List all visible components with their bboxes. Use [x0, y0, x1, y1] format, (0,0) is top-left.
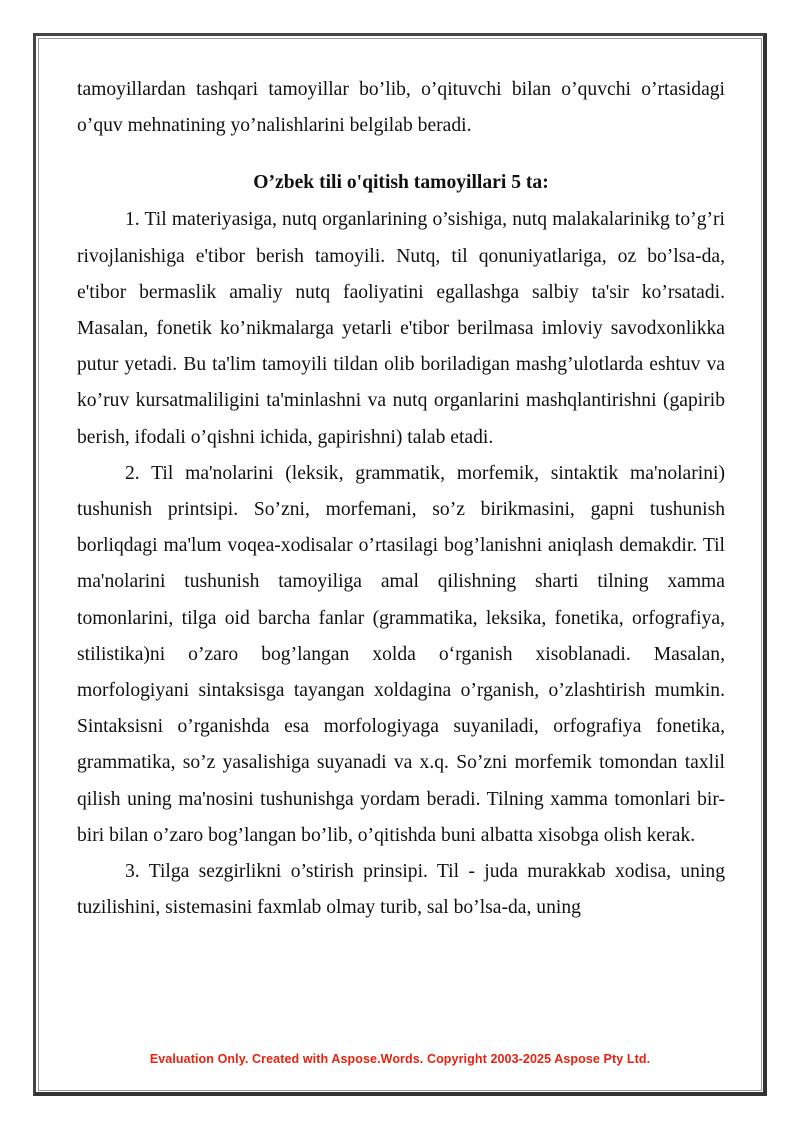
paragraph-principle-3: 3. Tilga sezgirlikni o’stirish prinsipi. Til - juda murakkab xodisa, uning tuzilishini, sistemasini faxmlab olmay turib, sal bo’lsa-da, uning	[77, 861, 725, 919]
evaluation-watermark: Evaluation Only. Created with Aspose.Words. Copyright 2003-2025 Aspose Pty Ltd.	[149, 1052, 651, 1066]
document-body	[77, 72, 725, 926]
section-heading: O’zbek tili o'qitish tamoyillari 5 ta:	[253, 172, 549, 194]
intro-paragraph: tamoyillardan tashqari tamoyillar bo’lib, o’qituvchi bilan o’quvchi o’rtasidagi o’quv mehnatining yo’nalishlarini belgilab beradi.	[77, 79, 725, 137]
paragraph-principle-1: 1. Til materiyasiga, nutq organlarining o’sishiga, nutq malakalarinikg to’g’ri rivojlanishiga e'tibor berish tamoyili. Nutq, til qonuniyatlariga, oz bo’lsa-da, e'tibor bermaslik amaliy nutq faoliyatini egallashga salbiy ta'sir ko’rsatadi. Masalan, fonetik ko’nikmalarga yetarli e'tibor berilmasa imloviy savodxonlikka putur yetadi. Bu ta'lim tamoyili tildan olib boriladigan mashg’ulotlarda eshtuv va ko’ruv kursatmaliligini ta'minlashni va nutq organlarini mashqlantirishni (gapirib berish, ifodali o’qishni ichida, gapirishni) talab etadi.	[77, 209, 725, 448]
paragraph-principle-2: 2. Til ma'nolarini (leksik, grammatik, morfemik, sintaktik ma'nolarini) tushunish printsipi. So’zni, morfemani, so’z birikmasini, gapni tushunish borliqdagi ma'lum voqea-xodisalar o’rtasilagi bog’lanishni aniqlash demakdir. Til ma'nolarini tushunish tamoyiliga amal qilishning sharti tilning xamma tomonlarini, tilga oid barcha fanlar (grammatika, leksika, fonetika, orfografiya, stilistika)ni o’zaro bog’langan xolda o‘rganish xisoblanadi. Masalan, morfologiyani sintaksisga tayangan xoldagina o’rganish, o’zlashtirish mumkin. Sintaksisni o’rganishda esa morfologiyaga suyaniladi, orfografiya fonetika, grammatika, so’z yasalishiga suyanadi va x.q. So’zni morfemik tomondan taxlil qilish uning ma'nosini tushunishga yordam beradi. Tilning xamma tomonlari bir-biri bilan o’zaro bog’langan bo’lib, o’qitishda buni albatta xisobga olish kerak.	[77, 462, 725, 846]
